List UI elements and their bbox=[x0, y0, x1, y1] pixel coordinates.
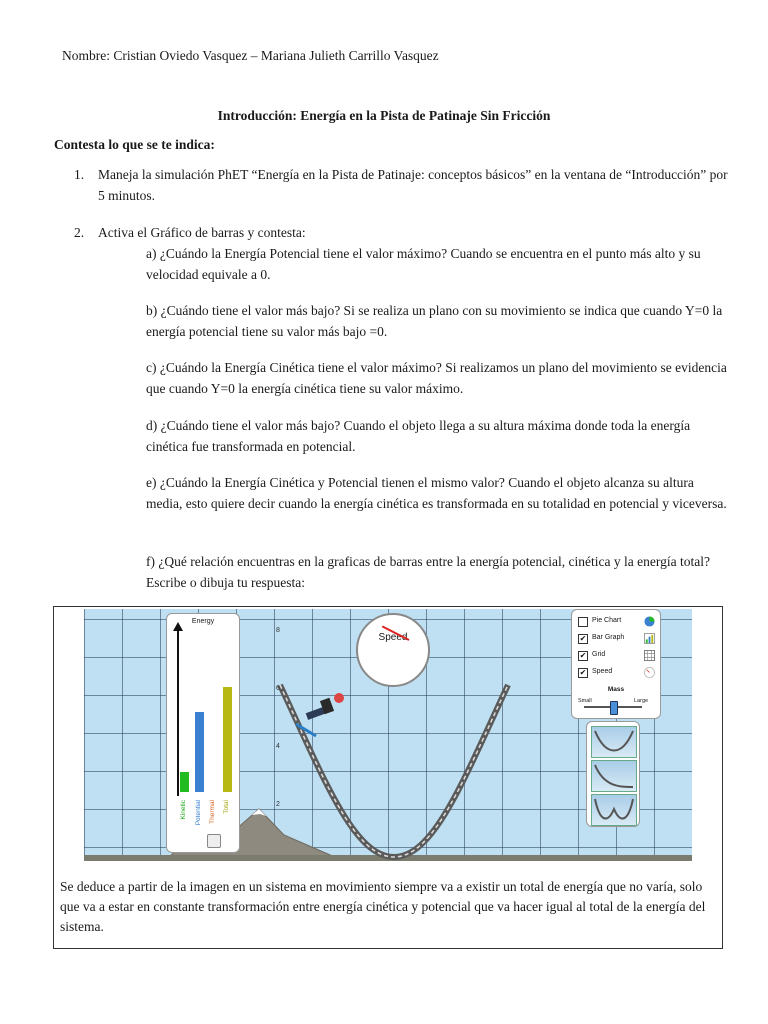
track-option-double-well[interactable] bbox=[591, 794, 637, 826]
track-option-parabola[interactable] bbox=[591, 726, 637, 758]
speed-gauge-label: Speed bbox=[378, 632, 408, 643]
bar-graph-icon bbox=[644, 633, 655, 644]
clear-thermal-button[interactable] bbox=[207, 834, 221, 848]
phet-simulation-screenshot bbox=[84, 609, 692, 861]
height-tick: 8 bbox=[276, 627, 280, 634]
instruction: Contesta lo que se te indica: bbox=[54, 137, 215, 152]
speedometer-icon bbox=[644, 667, 655, 678]
track-double-well-icon bbox=[592, 795, 636, 825]
mass-label: Mass bbox=[607, 686, 625, 693]
subquestion-letter: b) bbox=[146, 303, 158, 318]
track-parabola-icon bbox=[592, 727, 636, 757]
height-tick: 4 bbox=[276, 743, 280, 750]
speed-checkbox[interactable]: ✔ bbox=[579, 668, 587, 677]
pie-chart-checkbox[interactable] bbox=[578, 617, 588, 627]
control-panel bbox=[571, 609, 661, 719]
subquestion-letter: e) bbox=[146, 475, 157, 490]
subquestion-b bbox=[146, 300, 731, 342]
mass-large-label: Large bbox=[634, 698, 649, 704]
subquestion-c bbox=[146, 357, 731, 399]
question-text: Activa el Gráfico de barras y contesta: bbox=[98, 225, 306, 240]
subquestion-a bbox=[146, 243, 731, 285]
mass-small-label: Small bbox=[578, 698, 592, 704]
answer-caption: Se deduce a partir de la imagen en un sistema en movimiento siempre va a existir un total de energía que no varía, solo que va a estar en constante transformación entre energía cinética y potencial que va hacer igual al total de la energía del sistema. bbox=[60, 879, 706, 934]
total-bar bbox=[223, 687, 232, 792]
subquestion-text: ¿Qué relación encuentras en la graficas de barras entre la energía potencial, cinética y la energía total? Escribe o dibuja tu respuesta: bbox=[146, 554, 710, 590]
grid-label: Grid bbox=[592, 651, 606, 658]
speed-option-label: Speed bbox=[592, 668, 613, 675]
skater-figure bbox=[296, 693, 344, 736]
bar-graph-checkbox[interactable]: ✔ bbox=[579, 634, 587, 643]
height-tick: 6 bbox=[276, 685, 280, 692]
bar-graph-label: Bar Graph bbox=[592, 634, 625, 641]
subquestion-d bbox=[146, 415, 731, 457]
subquestion-e bbox=[146, 472, 731, 514]
speedometer bbox=[356, 613, 430, 687]
question-text: Maneja la simulación PhET “Energía en la Pista de Patinaje: conceptos básicos” en la ventana de “Introducción” por 5 minutos. bbox=[98, 167, 728, 203]
kinetic-label: Kinetic bbox=[180, 800, 187, 820]
grid-icon bbox=[644, 650, 655, 661]
subquestion-text: ¿Cuándo la Energía Potencial tiene el valor máximo? Cuando se encuentra en el punto más alto y su velocidad equivale a 0. bbox=[146, 246, 701, 282]
energy-axis bbox=[177, 628, 179, 796]
student-names: Nombre: Cristian Oviedo Vasquez – Mariana Julieth Carrillo Vasquez bbox=[62, 48, 439, 63]
pie-chart-icon bbox=[644, 616, 655, 627]
mass-slider-thumb[interactable] bbox=[610, 701, 618, 715]
subquestion-letter: f) bbox=[146, 554, 155, 569]
question-number: 1. bbox=[74, 167, 85, 182]
kinetic-bar bbox=[180, 772, 189, 792]
pie-chart-label: Pie Chart bbox=[592, 617, 622, 624]
subquestion-text: ¿Cuándo la Energía Cinética tiene el valor máximo? Si realizamos un plano del movimiento se evidencia que cuando Y=0 la energía cinética tiene su valor máximo. bbox=[146, 360, 727, 396]
energy-graph-title: Energy bbox=[191, 618, 215, 625]
subquestion-text: ¿Cuándo tiene el valor más bajo? Cuando el objeto llega a su altura máxima donde toda la energía cinética fue transformada en potencial. bbox=[146, 418, 691, 454]
track-slope-icon bbox=[592, 761, 636, 791]
subquestion-letter: a) bbox=[146, 246, 157, 261]
subquestion-f bbox=[146, 551, 731, 593]
total-label: Total bbox=[223, 800, 230, 814]
potential-bar bbox=[195, 712, 204, 792]
document-title: Introducción: Energía en la Pista de Patinaje Sin Fricción bbox=[217, 108, 551, 123]
question-1 bbox=[74, 164, 728, 206]
subquestion-letter: d) bbox=[146, 418, 158, 433]
track-selector-panel bbox=[586, 721, 640, 827]
grid-checkbox[interactable]: ✔ bbox=[579, 651, 587, 660]
energy-bar-graph-panel bbox=[166, 613, 240, 853]
subquestion-text: ¿Cuándo tiene el valor más bajo? Si se realiza un plano con su movimiento se indica que cuando Y=0 la energía potencial tiene su valor más bajo =0. bbox=[146, 303, 723, 339]
height-tick: 2 bbox=[276, 801, 280, 808]
potential-label: Potential bbox=[195, 800, 202, 826]
thermal-label: Thermal bbox=[209, 800, 216, 824]
question-2 bbox=[74, 222, 728, 243]
track-option-slope[interactable] bbox=[591, 760, 637, 792]
subquestion-letter: c) bbox=[146, 360, 157, 375]
question-number: 2. bbox=[74, 225, 85, 240]
subquestion-text: ¿Cuándo la Energía Cinética y Potencial tienen el mismo valor? Cuando el objeto alcanza su altura media, esto quiere decir cuando la energía cinética es transformada en su totalidad en potencial y viceversa. bbox=[146, 475, 727, 511]
